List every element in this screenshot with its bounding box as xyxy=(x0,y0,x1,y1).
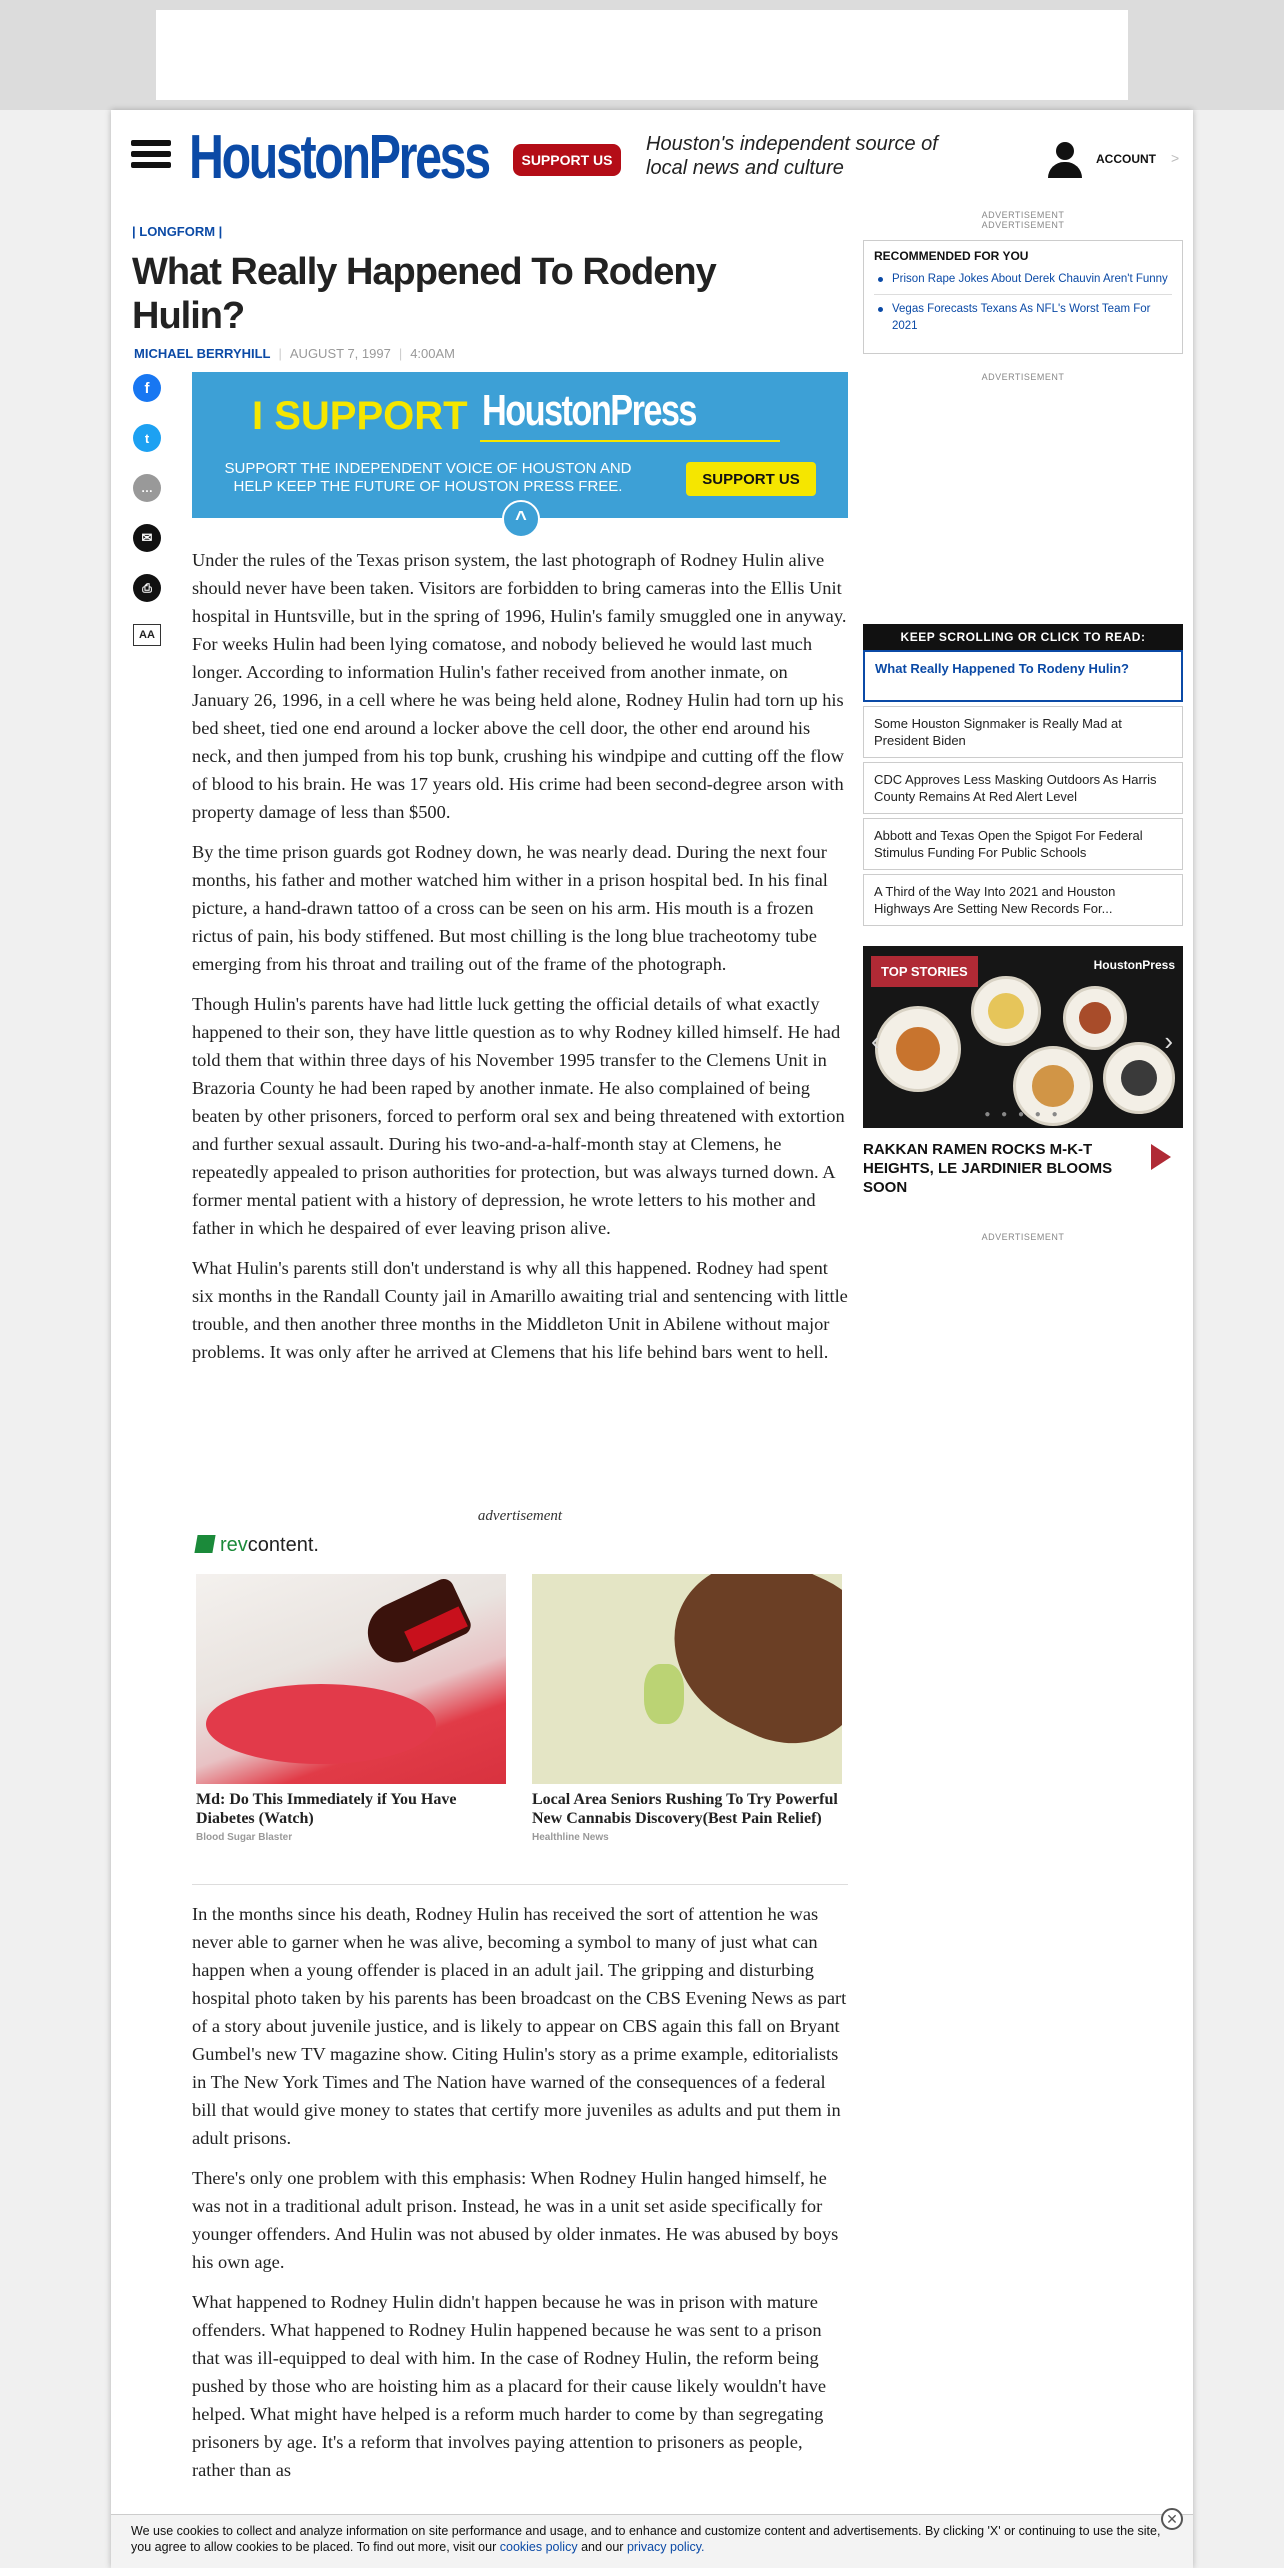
facebook-icon[interactable]: f xyxy=(133,374,161,402)
article-time: 4:00AM xyxy=(410,346,456,361)
top-stories-tag: TOP STORIES xyxy=(871,956,978,987)
keep-item-current[interactable]: What Really Happened To Rodeny Hulin? xyxy=(863,650,1183,702)
site-logo[interactable]: HoustonPress xyxy=(189,123,489,192)
article-paragraph: Under the rules of the Texas prison system, the last photograph of Rodney Hulin alive should never have been taken. Visitors are forbidden to bring cameras into the Ellis Unit hospital in Huntsville, but in the spring of 1996, Hulin's family smuggled one in anyway. For weeks Hulin had been lying comatose, and nobody believed he would last much longer. According to information Hulin's father received from another inmate, on January 26, 1996, in a cell where he was being held alone, Rodney Hulin had torn up his bed sheet, tied one end around a locker above the cell door, the other end around his neck, and then jumped from his top bunk, crushing his windpipe and cutting off the flow of blood to his brain. He was 17 years old. His crime had been second-degree arson with property damage of less than $500. xyxy=(192,550,847,822)
article-body-bottom xyxy=(192,1900,848,2496)
sidebar-ad-label: ADVERTISEMENT xyxy=(981,210,1065,220)
cookie-text: We use cookies to collect and analyze information on site performance and usage, and to enhance and customize content and advertisements. By clicking 'X' or continuing to use the site, you agree to allow cookies to be placed. To find out more, visit our xyxy=(131,2524,1161,2554)
chevron-right-icon[interactable]: > xyxy=(1171,150,1180,166)
article-paragraph: What happened to Rodney Hulin didn't happen because he was in prison with mature offenders. What happened to Rodney Hulin happened because he was sent to a prison that was ill-equipped to deal with him. In the case of Rodney Hulin, the reform being pushed by those who are hoisting him as a placard for their cause likely wouldn't have helped. What might have helped is a reform much harder to come by than segregating prisoners by age. It's a reform that involves paying attention to prisoners as people, rather than as xyxy=(192,2292,827,2480)
collapse-caret-icon[interactable]: ^ xyxy=(502,500,540,538)
keep-item[interactable]: Abbott and Texas Open the Spigot For Federal Stimulus Funding For Public Schools xyxy=(863,818,1183,870)
promo-support-button[interactable]: SUPPORT US xyxy=(686,462,816,496)
cookies-policy-link[interactable]: cookies policy xyxy=(499,2540,578,2554)
recommended-link[interactable]: Prison Rape Jokes About Derek Chauvin Aren't Funny xyxy=(874,271,1172,288)
promo-text: SUPPORT THE INDEPENDENT VOICE OF HOUSTON AND HELP KEEP THE FUTURE OF HOUSTON PRESS FREE. xyxy=(224,460,632,495)
article-paragraph: By the time prison guards got Rodney down, he was nearly dead. During the next four months, his father and mother watched him wither in a prison hospital bed. In his final picture, a hand-drawn tattoo of a cross can be seen on his arm. His mouth is a frozen rictus of pain, his body stiffened. But most chilling is the long blue tracheotomy tube emerging from his throat and trailing out of the frame of the photograph. xyxy=(192,842,828,974)
page-sheet xyxy=(111,110,1193,2568)
byline: MICHAEL BERRYHILL | AUGUST 7, 1997 | 4:00AM xyxy=(134,346,456,361)
keep-scrolling-title: KEEP SCROLLING OR CLICK TO READ: xyxy=(863,624,1183,650)
sponsored-title[interactable]: Md: Do This Immediately if You Have Diabetes (Watch) xyxy=(196,1791,457,1827)
top-ad-slot[interactable] xyxy=(156,10,1128,100)
recommended-title: RECOMMENDED FOR YOU xyxy=(874,249,1029,263)
support-promo-banner xyxy=(192,372,848,530)
cookie-banner: We use cookies to collect and analyze information on site performance and usage, and to enhance and customize content and advertisements. By clicking 'X' or continuing to use the site, you agree to allow cookies to be placed. To find out more, visit our cookies policy and our privacy policy. xyxy=(111,2514,1193,2568)
email-icon[interactable]: ✉ xyxy=(133,524,161,552)
text-size-icon[interactable]: AA xyxy=(133,624,161,646)
keep-scrolling-list xyxy=(863,624,1183,926)
revcontent-logo[interactable]: revcontent. xyxy=(196,1534,319,1557)
carousel-dots[interactable]: ● ● ● ● ● xyxy=(984,1109,1062,1120)
revcontent-mark-icon xyxy=(194,1535,215,1553)
sponsored-source: Healthline News xyxy=(532,1832,609,1843)
keep-item[interactable]: CDC Approves Less Masking Outdoors As Harris County Remains At Red Alert Level xyxy=(863,762,1183,814)
print-icon[interactable]: ⎙ xyxy=(133,574,161,602)
account-link[interactable]: ACCOUNT xyxy=(1096,152,1156,166)
keep-item[interactable]: A Third of the Way Into 2021 and Houston Highways Are Setting New Records For... xyxy=(863,874,1183,926)
twitter-icon[interactable]: t xyxy=(133,424,161,452)
sponsored-card[interactable] xyxy=(532,1574,842,1843)
article-paragraph: In the months since his death, Rodney Hulin has received the sort of attention he was never able to garner when he was alive, becoming a symbol to many of just what can happen when a young offender is placed in an adult jail. The gripping and disturbing hospital photo taken by his parents has been broadcast on the CBS Evening News as part of a story about juvenile justice, and is likely to appear on CBS again this fall on Bryant Gumbel's new TV magazine show. Citing Hulin's story as a prime example, editorialists in The New York Times and The Nation have warned of the consequences of a federal bill that would give money to states that certify more juveniles as adults and put them in adult prisons. xyxy=(192,1904,847,2148)
privacy-policy-link[interactable]: privacy policy. xyxy=(626,2540,705,2554)
site-tagline: Houston's independent source of local news and culture xyxy=(646,133,938,179)
promo-divider xyxy=(480,440,780,442)
recommended-box xyxy=(863,240,1183,354)
section-label[interactable]: | LONGFORM | xyxy=(132,224,223,239)
top-story-caption[interactable]: RAKKAN RAMEN ROCKS M-K-T HEIGHTS, LE JARDINIER BLOOMS SOON xyxy=(863,1141,1113,1196)
promo-logo: HoustonPress xyxy=(482,386,696,435)
article-body-top xyxy=(192,546,848,1378)
comments-icon[interactable]: … xyxy=(133,474,161,502)
sponsored-title[interactable]: Local Area Seniors Rushing To Try Powerful New Cannabis Discovery(Best Pain Relief) xyxy=(532,1791,838,1827)
sidebar-ad-label: ADVERTISEMENT xyxy=(981,372,1065,382)
advertisement-caption: advertisement xyxy=(477,1508,563,1524)
top-stories-logo: HoustonPress xyxy=(1093,958,1175,972)
author-link[interactable]: MICHAEL BERRYHILL xyxy=(134,346,271,361)
article-paragraph: There's only one problem with this emphasis: When Rodney Hulin hanged himself, he was not in a traditional adult prison. Instead, he was in a unit set aside specifically for younger offenders. And Hulin was not abused by older inmates. He was abused by boys his own age. xyxy=(192,2168,839,2272)
article-paragraph: What Hulin's parents still don't understand is why all this happened. Rodney had spent six months in the Randall County jail in Amarillo awaiting trial and sentencing with little trouble, and then another three months in the Middleton Unit in Abilene without major problems. It was only after he arrived at Clemens that his life behind bars went to hell. xyxy=(192,1258,848,1362)
chevron-right-icon[interactable]: › xyxy=(1164,1026,1173,1056)
account-icon[interactable] xyxy=(1046,142,1084,178)
sponsored-image[interactable] xyxy=(532,1574,842,1784)
top-stories-carousel[interactable] xyxy=(863,946,1183,1128)
keep-item[interactable]: Some Houston Signmaker is Really Mad at President Biden xyxy=(863,706,1183,758)
promo-i-support: I SUPPORT xyxy=(252,394,468,438)
close-icon[interactable]: ✕ xyxy=(1161,2508,1183,2530)
sponsored-card[interactable] xyxy=(196,1574,506,1843)
divider xyxy=(192,1884,848,1885)
menu-hamburger-icon[interactable] xyxy=(131,140,171,170)
support-us-button[interactable]: SUPPORT US xyxy=(513,144,621,176)
recommended-link[interactable]: Vegas Forecasts Texans As NFL's Worst Team For 2021 xyxy=(874,301,1172,335)
sponsored-image[interactable] xyxy=(196,1574,506,1784)
play-icon[interactable] xyxy=(1151,1144,1171,1170)
sidebar-ad-label: ADVERTISEMENT xyxy=(981,220,1065,230)
article-date: AUGUST 7, 1997 xyxy=(289,346,391,361)
sponsored-source: Blood Sugar Blaster xyxy=(196,1832,293,1843)
article-paragraph: Though Hulin's parents have had little luck getting the official details of what exactly happened to their son, they have little question as to why Rodney killed himself. He had told them that within three days of his November 1995 transfer to the Clemens Unit in Brazoria County he had been raped by another inmate. He also complained of being beaten by other prisoners, forced to perform oral sex and being threatened with extortion and further sexual assault. During his two-and-a-half-month stay at Clemens, he repeatedly appealed to prison authorities for protection, but was always turned down. A former mental patient with a history of depression, he wrote letters to his mother and father in which he despaired of ever leaving prison alive. xyxy=(192,994,845,1238)
chevron-left-icon[interactable]: ‹ xyxy=(871,1026,880,1056)
sidebar-ad-label: ADVERTISEMENT xyxy=(981,1232,1065,1242)
top-ad-band xyxy=(0,0,1284,110)
article-headline: What Really Happened To Rodeny Hulin? xyxy=(132,251,716,337)
